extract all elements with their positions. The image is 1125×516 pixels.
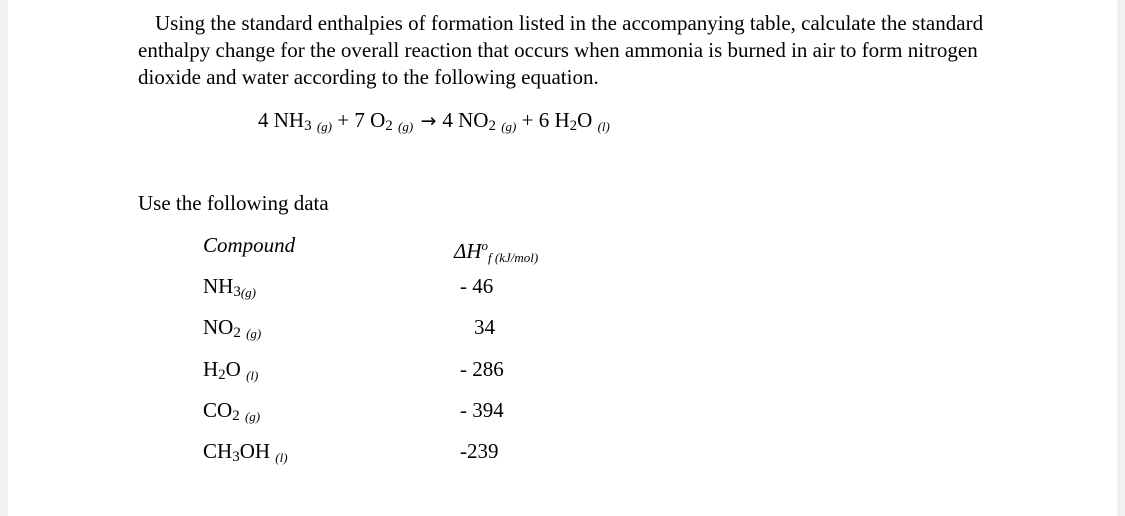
formula: CO — [203, 398, 233, 422]
state-label: (g) — [501, 119, 517, 134]
formula: NH — [203, 274, 234, 298]
subscript: 3 — [304, 118, 312, 134]
table-row-value: - 46 — [460, 274, 494, 298]
subscript: 3 — [233, 284, 241, 300]
formula-rest: OH — [239, 439, 271, 463]
subscript: 3 — [232, 449, 240, 465]
right-margin — [1117, 0, 1125, 516]
enthalpy-symbol: ΔH — [454, 239, 482, 263]
subscript: 2 — [385, 118, 393, 134]
formula: NO — [203, 315, 234, 339]
table-header-compound: Compound — [203, 233, 296, 257]
product-water: + 6 H — [521, 108, 570, 132]
subscript: 2 — [232, 408, 240, 424]
reactant-ammonia: 4 NH — [258, 108, 305, 132]
state-label: (g) — [398, 119, 414, 134]
left-margin — [0, 0, 8, 516]
problem-statement — [138, 10, 998, 91]
table-row-value: - 286 — [460, 357, 504, 381]
table-row-value: 34 — [474, 315, 495, 339]
enthalpy-unit: f (kJ/mol) — [488, 250, 539, 265]
data-instruction: Use the following data — [138, 191, 329, 215]
state-label: (l) — [246, 368, 259, 383]
state-label: (l) — [597, 119, 610, 134]
document-page — [8, 0, 1117, 516]
table-row-compound — [203, 438, 288, 471]
reaction-equation — [258, 107, 610, 140]
superscript: o — [481, 238, 488, 253]
formula: CH — [203, 439, 233, 463]
table-row-compound — [203, 273, 256, 306]
state-label: (g) — [246, 326, 262, 341]
problem-text: Using the standard enthalpies of formation listed in the accompanying table, calculate the standard enthalpy change for the overall reaction that occurs when ammonia is burned in air to form nitrogen dioxide and water according to the following equation. — [138, 11, 984, 89]
state-label: (g) — [240, 285, 257, 300]
reaction-arrow-icon: → — [420, 110, 437, 132]
product-water-rest: O — [577, 108, 593, 132]
reactant-oxygen: + 7 O — [337, 108, 386, 132]
table-row-value: - 394 — [460, 398, 504, 422]
state-label: (g) — [316, 119, 333, 134]
product-nitrogen-dioxide: 4 NO — [442, 108, 489, 132]
state-label: (l) — [275, 450, 288, 465]
formula-rest: O — [225, 357, 241, 381]
state-label: (g) — [244, 409, 261, 424]
table-row-value: -239 — [460, 439, 499, 463]
subscript: 2 — [233, 325, 241, 341]
table-header-enthalpy — [454, 232, 538, 271]
table-row-compound — [203, 314, 261, 347]
formula: H — [203, 357, 219, 381]
table-row-compound — [203, 356, 258, 389]
subscript: 2 — [569, 118, 578, 134]
subscript: 2 — [218, 367, 226, 383]
subscript: 2 — [488, 118, 496, 134]
table-row-compound — [203, 397, 260, 430]
